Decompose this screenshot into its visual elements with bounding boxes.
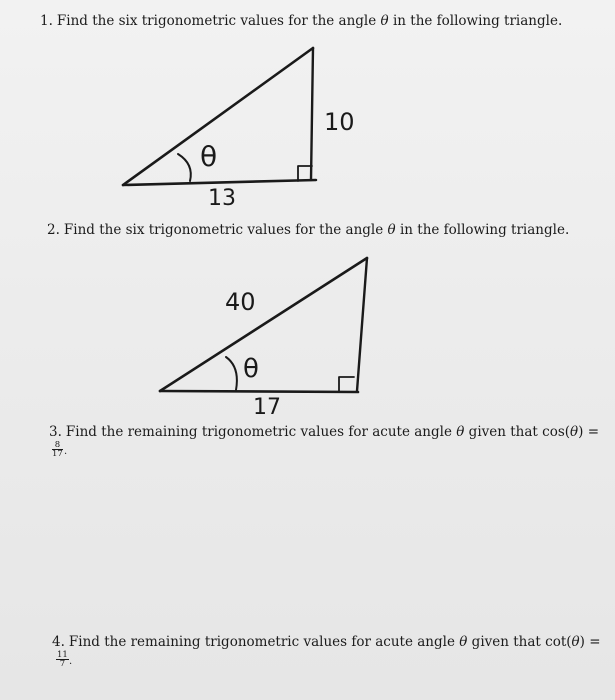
- question-3-text-after: given that cos(: [464, 424, 571, 440]
- question-2-number: 2.: [47, 222, 60, 238]
- question-2-text-before: Find the six trigonometric values for the angle: [63, 222, 388, 238]
- question-4-fraction-period: .: [69, 656, 73, 667]
- question-1-theta: θ: [380, 13, 389, 29]
- question-3-theta-2: θ: [570, 424, 579, 440]
- question-3-fraction-denominator: 17: [52, 449, 63, 459]
- question-3-text-end: ) =: [578, 424, 600, 440]
- question-4-fraction-numerator: 11: [57, 650, 68, 660]
- question-4-number: 4.: [52, 634, 65, 650]
- triangle-2-vertical-side: [357, 258, 367, 391]
- triangle-1-side-label: 10: [324, 108, 355, 136]
- triangle-2-hyp-label: 40: [225, 288, 256, 316]
- question-1-text-before: Find the six trigonometric values for the angle: [56, 13, 381, 29]
- triangle-1-angle-arc: [178, 154, 191, 181]
- triangle-2-base: [160, 391, 358, 392]
- question-4-text-end: ) =: [579, 634, 601, 650]
- triangle-2-base-label: 17: [253, 395, 281, 420]
- question-3-fraction-period: .: [64, 446, 68, 457]
- question-3-text-before: Find the remaining trigonometric values for acute angle: [65, 424, 457, 440]
- question-2-text-after: in the following triangle.: [395, 222, 570, 238]
- triangle-1-vertical-side: [311, 48, 313, 180]
- question-1-text-after: in the following triangle.: [388, 13, 563, 29]
- question-4-fraction-denominator: 7: [59, 659, 66, 669]
- question-3-fraction-numerator: 8: [52, 441, 63, 450]
- question-4-theta-2: θ: [571, 634, 580, 650]
- triangle-2-angle-label: θ: [243, 354, 259, 384]
- triangle-2: [160, 258, 367, 420]
- question-4-text-before: Find the remaining trigonometric values for acute angle: [68, 634, 460, 650]
- triangle-1: [123, 48, 355, 211]
- question-1-number: 1.: [40, 13, 53, 29]
- triangle-1-angle-label: θ: [200, 140, 218, 173]
- triangle-1-base-label: 13: [208, 186, 236, 211]
- question-2-theta: θ: [387, 222, 396, 238]
- triangle-2-right-angle-mark: [339, 377, 354, 391]
- triangle-2-angle-arc: [226, 357, 237, 390]
- question-4-theta: θ: [459, 634, 468, 650]
- question-3-theta: θ: [456, 424, 465, 440]
- question-4-text-after: given that cot(: [467, 634, 572, 650]
- triangle-2-hypotenuse: [160, 258, 367, 391]
- question-3-number: 3.: [49, 424, 62, 440]
- triangle-1-hypotenuse: [123, 48, 313, 185]
- triangle-1-base: [123, 180, 316, 185]
